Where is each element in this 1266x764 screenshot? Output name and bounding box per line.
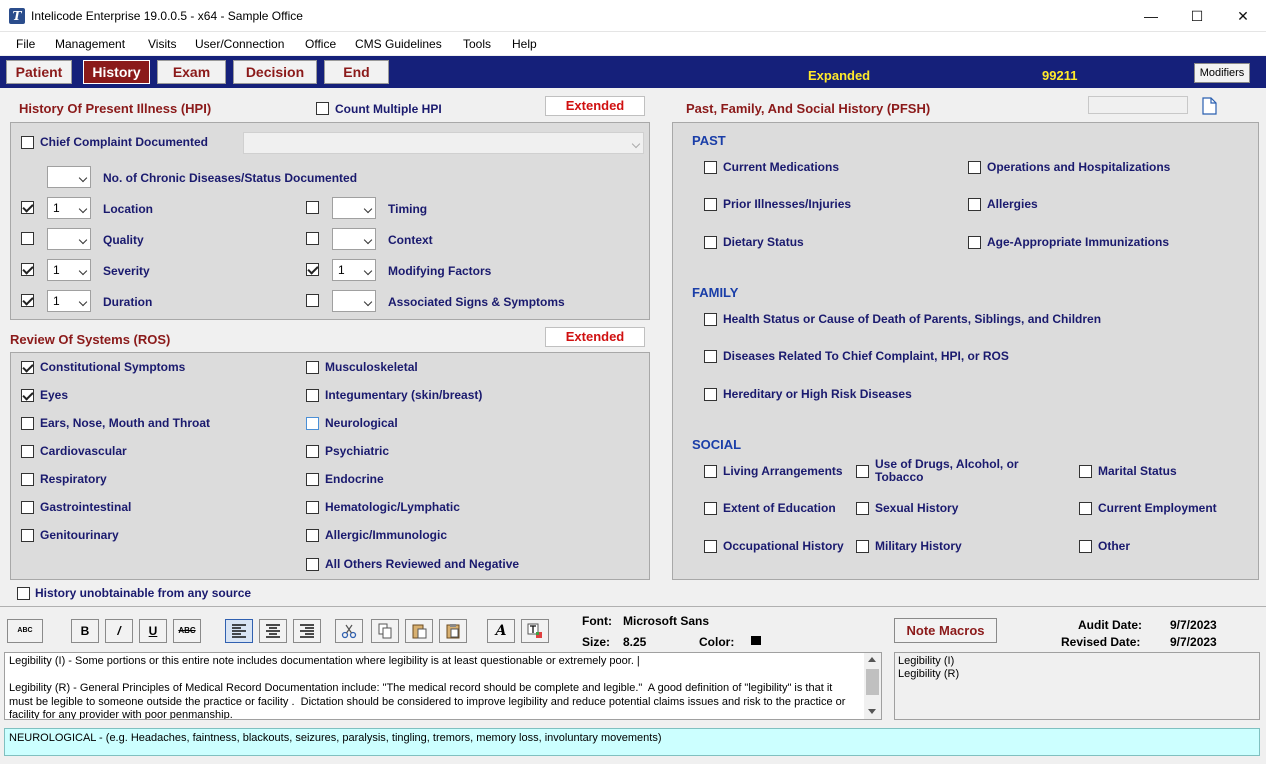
occupational-history-checkbox[interactable] bbox=[704, 540, 717, 553]
endocrine-checkbox[interactable] bbox=[306, 473, 319, 486]
living-arrangements-checkbox[interactable] bbox=[704, 465, 717, 478]
duration-value: 1 bbox=[53, 294, 60, 308]
level-indicator: Expanded bbox=[808, 68, 871, 83]
context-dropdown[interactable] bbox=[332, 228, 376, 250]
note-editor[interactable] bbox=[4, 652, 882, 720]
allergies-checkbox[interactable] bbox=[968, 198, 981, 211]
social-title: SOCIAL bbox=[692, 437, 742, 452]
divider bbox=[0, 606, 1266, 607]
drugs-alcohol-checkbox[interactable] bbox=[856, 465, 869, 478]
marital-status-checkbox[interactable] bbox=[1079, 465, 1092, 478]
allergies-label: Allergies bbox=[987, 197, 1038, 211]
current-medications-checkbox[interactable] bbox=[704, 161, 717, 174]
location-label: Location bbox=[103, 202, 153, 216]
menu-bar bbox=[0, 32, 1266, 55]
menu-user-connection[interactable]: User/Connection bbox=[195, 37, 285, 51]
prior-illnesses-checkbox[interactable] bbox=[704, 198, 717, 211]
menu-help[interactable]: Help bbox=[512, 37, 537, 51]
modifying-factors-checkbox[interactable] bbox=[306, 263, 319, 276]
tab-patient[interactable]: Patient bbox=[6, 60, 72, 84]
count-multiple-hpi-checkbox[interactable] bbox=[316, 102, 329, 115]
menu-file[interactable]: File bbox=[16, 37, 36, 51]
cut-button[interactable] bbox=[335, 619, 363, 643]
macro-list[interactable] bbox=[894, 652, 1260, 720]
app-icon: T bbox=[9, 8, 25, 24]
diseases-related-label: Diseases Related To Chief Complaint, HPI, or ROS bbox=[723, 349, 1009, 363]
allergic-label: Allergic/Immunologic bbox=[325, 528, 448, 542]
color-swatch[interactable] bbox=[751, 636, 761, 645]
musculoskeletal-checkbox[interactable] bbox=[306, 361, 319, 374]
copy-button[interactable] bbox=[371, 619, 399, 643]
sexual-history-checkbox[interactable] bbox=[856, 502, 869, 515]
cardiovascular-checkbox[interactable] bbox=[21, 445, 34, 458]
cardiovascular-label: Cardiovascular bbox=[40, 444, 127, 458]
psychiatric-checkbox[interactable] bbox=[306, 445, 319, 458]
military-history-label: Military History bbox=[875, 539, 962, 553]
font-label: Font: bbox=[582, 614, 612, 628]
align-center-button[interactable] bbox=[259, 619, 287, 643]
chief-complaint-dropdown[interactable] bbox=[243, 132, 644, 154]
chevron-down-icon bbox=[364, 236, 372, 244]
current-employment-label: Current Employment bbox=[1098, 501, 1217, 515]
scroll-up-icon[interactable] bbox=[868, 657, 876, 662]
window-title: Intelicode Enterprise 19.0.0.5 - x64 - Sample Office bbox=[31, 9, 303, 23]
genitourinary-label: Genitourinary bbox=[40, 528, 119, 542]
neurological-label: Neurological bbox=[325, 416, 398, 430]
underline-button[interactable]: U bbox=[139, 619, 167, 643]
all-others-negative-label: All Others Reviewed and Negative bbox=[325, 557, 520, 571]
paste-button[interactable] bbox=[405, 619, 433, 643]
chevron-down-icon bbox=[364, 298, 372, 306]
occupational-history-label: Occupational History bbox=[723, 539, 844, 553]
note-scrollbar[interactable] bbox=[864, 653, 881, 719]
close-button[interactable]: ✕ bbox=[1237, 8, 1249, 24]
immunizations-checkbox[interactable] bbox=[968, 236, 981, 249]
timing-checkbox[interactable] bbox=[306, 201, 319, 214]
family-title: FAMILY bbox=[692, 285, 739, 300]
integumentary-checkbox[interactable] bbox=[306, 389, 319, 402]
duration-label: Duration bbox=[103, 295, 153, 309]
macro-item[interactable]: Legibility (I) bbox=[898, 655, 955, 667]
revised-date-label: Revised Date: bbox=[1061, 635, 1141, 649]
immunizations-label: Age-Appropriate Immunizations bbox=[987, 235, 1170, 249]
chronic-diseases-label: No. of Chronic Diseases/Status Documented bbox=[103, 171, 358, 185]
history-unobtainable-label: History unobtainable from any source bbox=[35, 586, 252, 600]
timing-dropdown[interactable] bbox=[332, 197, 376, 219]
operations-checkbox[interactable] bbox=[968, 161, 981, 174]
ros-panel bbox=[10, 352, 650, 580]
duration-dropdown[interactable] bbox=[47, 290, 91, 312]
psychiatric-label: Psychiatric bbox=[325, 444, 390, 458]
copy-icon bbox=[377, 623, 393, 639]
endocrine-label: Endocrine bbox=[325, 472, 384, 486]
hint-bar: NEUROLOGICAL - (e.g. Headaches, faintness, blackouts, seizures, paralysis, tingling, tremors, memory loss, involuntary movements) bbox=[4, 728, 1260, 756]
align-center-icon bbox=[265, 624, 281, 638]
audit-date-label: Audit Date: bbox=[1078, 618, 1142, 632]
eyes-label: Eyes bbox=[40, 388, 69, 402]
count-multiple-hpi-label: Count Multiple HPI bbox=[335, 102, 442, 116]
scroll-thumb[interactable] bbox=[866, 669, 879, 695]
constitutional-symptoms-label: Constitutional Symptoms bbox=[40, 360, 186, 374]
other-checkbox[interactable] bbox=[1079, 540, 1092, 553]
text-color-icon bbox=[527, 623, 543, 639]
other-label: Other bbox=[1098, 539, 1131, 553]
nav-bar bbox=[0, 56, 1266, 88]
current-employment-checkbox[interactable] bbox=[1079, 502, 1092, 515]
font-value: Microsoft Sans bbox=[623, 614, 710, 628]
neurological-checkbox[interactable] bbox=[306, 417, 319, 430]
tab-exam[interactable]: Exam bbox=[157, 60, 226, 84]
current-medications-label: Current Medications bbox=[723, 160, 840, 174]
chief-complaint-label: Chief Complaint Documented bbox=[40, 135, 209, 149]
align-right-button[interactable] bbox=[293, 619, 321, 643]
note-macros-button[interactable]: Note Macros bbox=[894, 618, 997, 643]
pfsh-level-field bbox=[1088, 96, 1188, 114]
context-checkbox[interactable] bbox=[306, 232, 319, 245]
marital-status-label: Marital Status bbox=[1098, 464, 1177, 478]
allergic-checkbox[interactable] bbox=[306, 529, 319, 542]
ent-checkbox[interactable] bbox=[21, 417, 34, 430]
hematologic-label: Hematologic/Lymphatic bbox=[325, 500, 460, 514]
living-arrangements-label: Living Arrangements bbox=[723, 464, 843, 478]
duration-checkbox[interactable] bbox=[21, 294, 34, 307]
font-button[interactable]: A bbox=[487, 619, 515, 643]
chevron-down-icon bbox=[364, 205, 372, 213]
location-dropdown[interactable] bbox=[47, 197, 91, 219]
hereditary-checkbox[interactable] bbox=[704, 388, 717, 401]
pfsh-title: Past, Family, And Social History (PFSH) bbox=[686, 101, 931, 116]
quality-checkbox[interactable] bbox=[21, 232, 34, 245]
chevron-down-icon bbox=[632, 140, 640, 148]
drugs-alcohol-label: Use of Drugs, Alcohol, or Tobacco bbox=[875, 457, 1019, 484]
revised-date-value: 9/7/2023 bbox=[1170, 635, 1217, 649]
location-value: 1 bbox=[53, 201, 60, 215]
family-health-status-label: Health Status or Cause of Death of Parents, Siblings, and Children bbox=[723, 312, 1102, 326]
paste-special-button[interactable] bbox=[439, 619, 467, 643]
scroll-down-icon[interactable] bbox=[868, 709, 876, 714]
military-history-checkbox[interactable] bbox=[856, 540, 869, 553]
menu-office[interactable]: Office bbox=[305, 37, 337, 51]
chevron-down-icon bbox=[79, 298, 87, 306]
spellcheck-button[interactable] bbox=[7, 619, 43, 643]
ent-label: Ears, Nose, Mouth and Throat bbox=[40, 416, 211, 430]
modifying-factors-dropdown[interactable] bbox=[332, 259, 376, 281]
scissors-icon bbox=[341, 623, 357, 639]
align-left-icon bbox=[231, 624, 247, 638]
bold-button[interactable]: B bbox=[71, 619, 99, 643]
maximize-button[interactable]: ☐ bbox=[1190, 8, 1204, 24]
constitutional-symptoms-checkbox[interactable] bbox=[21, 361, 34, 374]
menu-cms-guidelines[interactable]: CMS Guidelines bbox=[355, 37, 442, 51]
chevron-down-icon bbox=[79, 267, 87, 275]
hpi-level-badge: Extended bbox=[545, 96, 645, 116]
associated-signs-label: Associated Signs & Symptoms bbox=[388, 295, 565, 309]
associated-signs-checkbox[interactable] bbox=[306, 294, 319, 307]
severity-checkbox[interactable] bbox=[21, 263, 34, 276]
chevron-down-icon bbox=[364, 267, 372, 275]
menu-tools[interactable]: Tools bbox=[463, 37, 492, 51]
spellcheck-icon: ABC bbox=[17, 627, 33, 634]
strikethrough-button[interactable]: ABC bbox=[173, 619, 201, 643]
genitourinary-checkbox[interactable] bbox=[21, 529, 34, 542]
extent-of-education-checkbox[interactable] bbox=[704, 502, 717, 515]
chronic-diseases-dropdown[interactable] bbox=[47, 166, 91, 188]
integumentary-label: Integumentary (skin/breast) bbox=[325, 388, 483, 402]
tab-decision[interactable]: Decision bbox=[233, 60, 317, 84]
family-health-status-checkbox[interactable] bbox=[704, 313, 717, 326]
chevron-down-icon bbox=[79, 236, 87, 244]
operations-label: Operations and Hospitalizations bbox=[987, 160, 1171, 174]
note-text[interactable]: Legibility (I) - Some portions or this entire note includes documentation where legibility is at least questionable or extremely poor. | Legibility (R) - General Principles of Medical Record Documentation include: "The medical record should be complete and legible." A good definition of "legibility" is that it must be legible to someone outside the practice or facility . Dictation should be considered to improve legibility and reduce potential claims issues and risk to the practice or facility for any provider with poor penmanship. bbox=[9, 655, 846, 720]
chevron-down-icon bbox=[79, 205, 87, 213]
respiratory-checkbox[interactable] bbox=[21, 473, 34, 486]
text-color-button[interactable] bbox=[521, 619, 549, 643]
hematologic-checkbox[interactable] bbox=[306, 501, 319, 514]
ros-title: Review Of Systems (ROS) bbox=[10, 332, 171, 347]
gastrointestinal-checkbox[interactable] bbox=[21, 501, 34, 514]
eyes-checkbox[interactable] bbox=[21, 389, 34, 402]
macro-item[interactable]: Legibility (R) bbox=[898, 668, 960, 680]
diseases-related-checkbox[interactable] bbox=[704, 350, 717, 363]
tab-end[interactable]: End bbox=[324, 60, 389, 84]
modifying-factors-label: Modifying Factors bbox=[388, 264, 492, 278]
context-label: Context bbox=[388, 233, 433, 247]
tab-history[interactable]: History bbox=[83, 60, 150, 84]
musculoskeletal-label: Musculoskeletal bbox=[325, 360, 418, 374]
prior-illnesses-label: Prior Illnesses/Injuries bbox=[723, 197, 852, 211]
dietary-status-checkbox[interactable] bbox=[704, 236, 717, 249]
document-icon[interactable] bbox=[1202, 97, 1217, 115]
all-others-negative-checkbox[interactable] bbox=[306, 558, 319, 571]
hereditary-label: Hereditary or High Risk Diseases bbox=[723, 387, 912, 401]
paste-icon bbox=[411, 623, 427, 639]
chief-complaint-checkbox[interactable] bbox=[21, 136, 34, 149]
ros-level-badge: Extended bbox=[545, 327, 645, 347]
title-bar bbox=[0, 0, 1266, 32]
color-label: Color: bbox=[699, 635, 735, 649]
dietary-status-label: Dietary Status bbox=[723, 235, 804, 249]
size-label: Size: bbox=[582, 635, 611, 649]
code-indicator: 99211 bbox=[1042, 68, 1078, 83]
size-value: 8.25 bbox=[623, 635, 647, 649]
location-checkbox[interactable] bbox=[21, 201, 34, 214]
modifying-factors-value: 1 bbox=[338, 263, 345, 277]
audit-date-value: 9/7/2023 bbox=[1170, 618, 1217, 632]
history-unobtainable-checkbox[interactable] bbox=[17, 587, 30, 600]
menu-visits[interactable]: Visits bbox=[148, 37, 177, 51]
modifiers-button[interactable]: Modifiers bbox=[1194, 63, 1250, 83]
past-title: PAST bbox=[692, 133, 726, 148]
quality-dropdown[interactable] bbox=[47, 228, 91, 250]
menu-management[interactable]: Management bbox=[55, 37, 126, 51]
severity-value: 1 bbox=[53, 263, 60, 277]
clipboard-icon bbox=[445, 623, 461, 639]
sexual-history-label: Sexual History bbox=[875, 501, 959, 515]
associated-signs-dropdown[interactable] bbox=[332, 290, 376, 312]
gastrointestinal-label: Gastrointestinal bbox=[40, 500, 132, 514]
align-right-icon bbox=[299, 624, 315, 638]
extent-of-education-label: Extent of Education bbox=[723, 501, 836, 515]
timing-label: Timing bbox=[388, 202, 428, 216]
minimize-button[interactable]: — bbox=[1144, 8, 1158, 24]
severity-label: Severity bbox=[103, 264, 150, 278]
severity-dropdown[interactable] bbox=[47, 259, 91, 281]
chevron-down-icon bbox=[79, 174, 87, 182]
respiratory-label: Respiratory bbox=[40, 472, 107, 486]
align-left-button[interactable] bbox=[225, 619, 253, 643]
hpi-title: History Of Present Illness (HPI) bbox=[19, 101, 212, 116]
italic-button[interactable]: / bbox=[105, 619, 133, 643]
quality-label: Quality bbox=[103, 233, 144, 247]
